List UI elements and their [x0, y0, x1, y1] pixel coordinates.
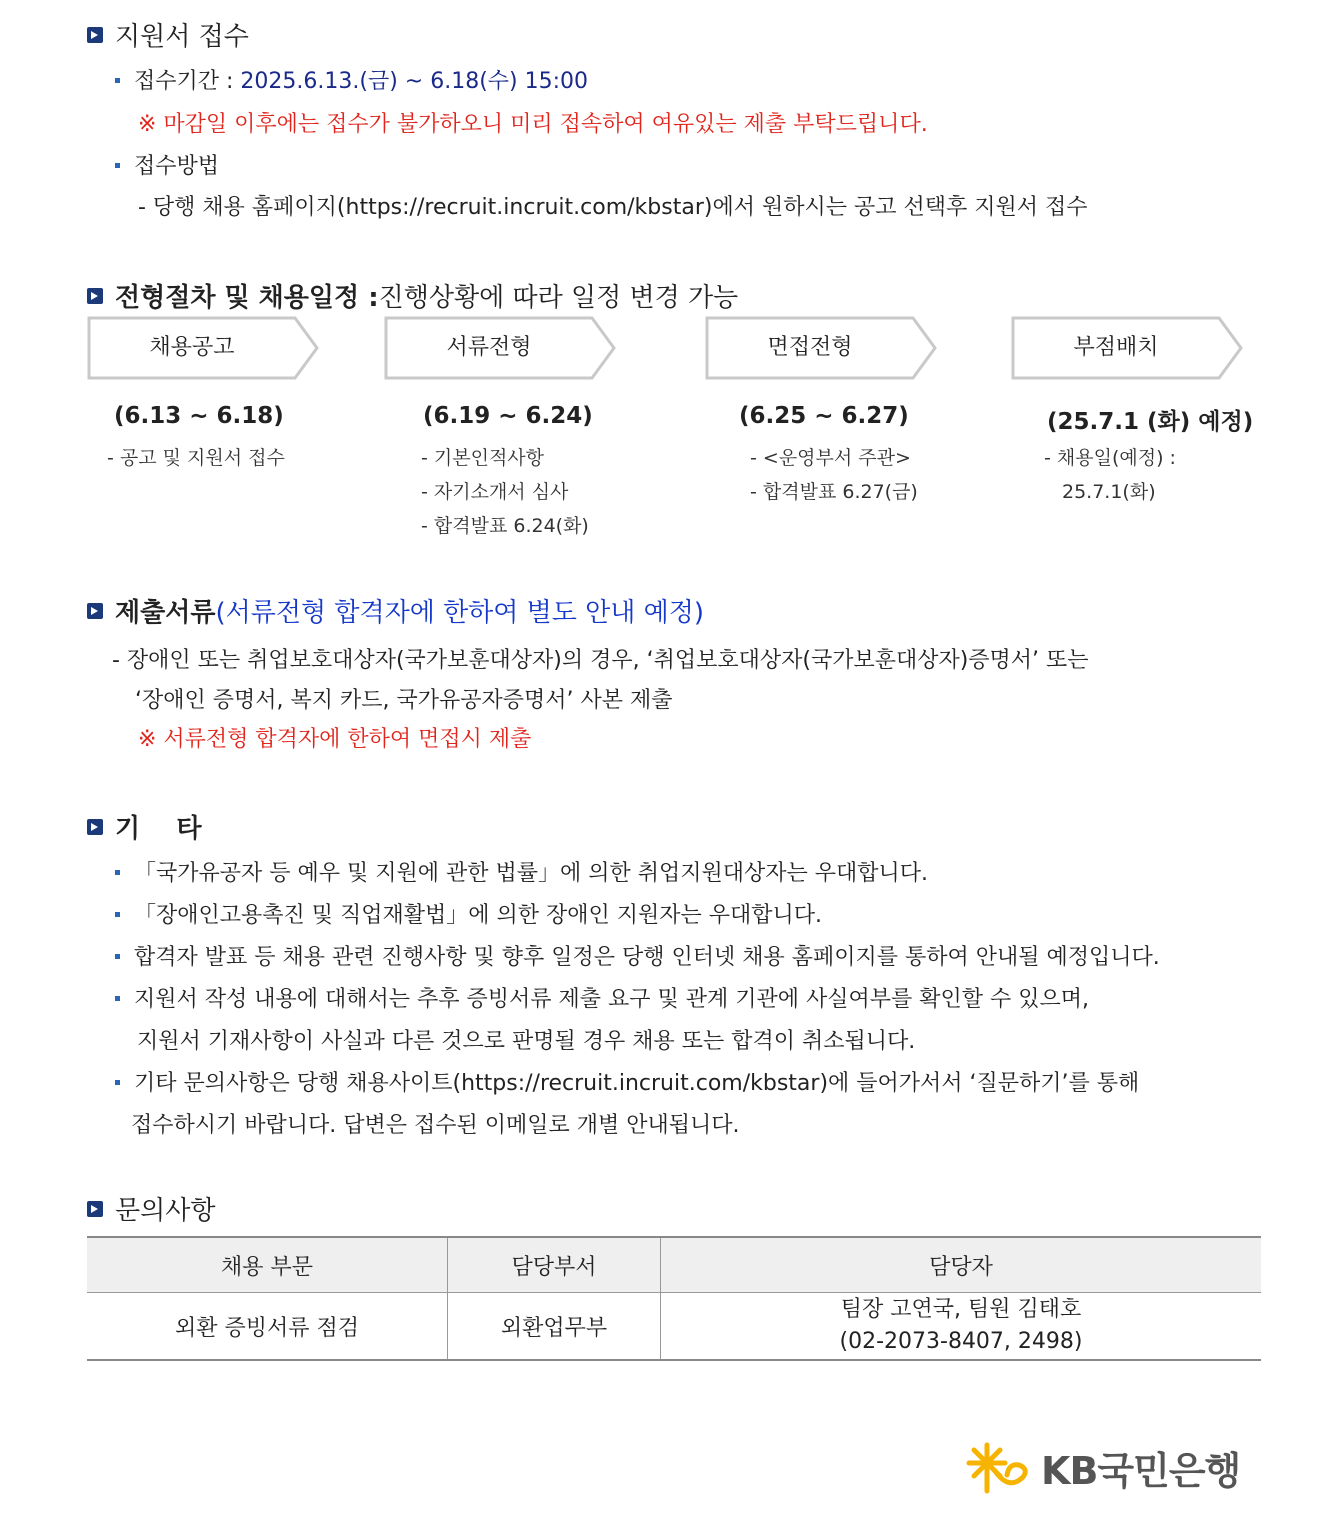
bullet-icon [115, 163, 120, 168]
step-1-date: (6.13 ~ 6.18) [114, 403, 284, 429]
bullet-icon [115, 954, 120, 959]
period-label: 접수기간 : [134, 69, 241, 94]
step-label: 채용공고 [149, 335, 235, 360]
etc-item [115, 940, 1160, 971]
period-value: 2025.6.13.(금) ~ 6.18(수) 15:00 [240, 69, 589, 94]
etc-item-text: 합격자 발표 등 채용 관련 진행사항 및 향후 일정은 당행 인터넷 채용 홈페이지를 통하여 안내될 예정입니다. [134, 945, 1160, 970]
process-title-bold: 전형절차 및 채용일정 : [115, 283, 379, 313]
cell-department: 외환업무부 [448, 1293, 661, 1361]
etc-item [115, 898, 822, 929]
step-3-detail: - 합격발표 6.27(금) [750, 481, 918, 503]
arrow-box-icon [87, 603, 103, 619]
documents-title-note: (서류전형 합격자에 한하여 별도 안내 예정) [215, 598, 705, 628]
etc-item-continuation: 지원서 기재사항이 사실과 다른 것으로 판명될 경우 채용 또는 합격이 취소됩니다. [137, 1029, 916, 1054]
etc-item-continuation: 접수하시기 바랍니다. 답변은 접수된 이메일로 개별 안내됩니다. [131, 1113, 740, 1138]
cell-area: 외환 증빙서류 점검 [87, 1293, 448, 1361]
kb-star-icon [965, 1441, 1035, 1495]
step-3-date: (6.25 ~ 6.27) [739, 403, 909, 429]
cell-contact [661, 1293, 1262, 1361]
method-line [115, 149, 219, 180]
contact-phone: (02-2073-8407, 2498) [839, 1329, 1083, 1354]
section-application-title [87, 16, 249, 53]
step-2-detail: - 자기소개서 심사 [421, 481, 569, 503]
step-label: 면접전형 [767, 335, 853, 360]
step-2-date: (6.19 ~ 6.24) [423, 403, 593, 429]
contact-table [87, 1236, 1261, 1361]
bullet-icon [115, 912, 120, 917]
inquiry-title-text: 문의사항 [115, 1196, 216, 1226]
step-4-detail: - 채용일(예정) : [1044, 447, 1176, 469]
bullet-icon [115, 78, 120, 83]
header-contact: 담당자 [661, 1237, 1262, 1293]
section-inquiry-title [87, 1190, 215, 1227]
step-2-detail: - 합격발표 6.24(화) [421, 515, 589, 537]
bullet-icon [115, 996, 120, 1001]
etc-title-text: 기 타 [115, 814, 202, 844]
section-title-text: 지원서 접수 [115, 22, 249, 52]
section-documents-title [87, 592, 704, 629]
arrow-box-icon [87, 288, 103, 304]
method-label: 접수방법 [134, 154, 220, 179]
step-2-arrow [384, 316, 616, 380]
arrow-box-icon [87, 27, 103, 43]
documents-line-1: - 장애인 또는 취업보호대상자(국가보훈대상자)의 경우, ‘취업보호대상자(국가보훈대상자)증명서’ 또는 [112, 648, 1089, 673]
etc-item [115, 982, 1089, 1013]
etc-item-text: 「국가유공자 등 예우 및 지원에 관한 법률」에 의한 취업지원대상자는 우대합니다. [134, 861, 928, 886]
etc-item-text: 기타 문의사항은 당행 채용사이트(https://recruit.incruit.com/kbstar)에 들어가서서 ‘질문하기’를 통해 [134, 1071, 1140, 1096]
step-label: 서류전형 [446, 335, 532, 360]
bullet-icon [115, 1080, 120, 1085]
deadline-notice: ※ 마감일 이후에는 접수가 불가하오니 미리 접속하여 여유있는 제출 부탁드립니다. [138, 112, 928, 137]
documents-title-bold: 제출서류 [115, 598, 216, 628]
table-header-row [87, 1237, 1261, 1293]
step-3-detail: - <운영부서 주관> [750, 447, 911, 469]
section-etc-title [87, 808, 201, 845]
etc-item [115, 1066, 1139, 1097]
step-3-arrow [705, 316, 937, 380]
method-detail: - 당행 채용 홈페이지(https://recruit.incruit.com/kbstar)에서 원하시는 공고 선택후 지원서 접수 [138, 195, 1088, 220]
documents-notice: ※ 서류전형 합격자에 한하여 면접시 제출 [138, 727, 532, 752]
step-4-arrow [1011, 316, 1243, 380]
section-process-title [87, 277, 738, 314]
header-area: 채용 부문 [87, 1237, 448, 1293]
documents-line-2: ‘장애인 증명서, 복지 카드, 국가유공자증명서’ 사본 제출 [135, 688, 673, 713]
kb-logo-text: KB국민은행 [1041, 1449, 1241, 1493]
step-label: 부점배치 [1073, 335, 1159, 360]
step-2-detail: - 기본인적사항 [421, 447, 545, 469]
process-title-normal: 진행상황에 따라 일정 변경 가능 [378, 283, 739, 313]
arrow-box-icon [87, 1201, 103, 1217]
period-line [115, 64, 588, 95]
etc-item-text: 「장애인고용촉진 및 직업재활법」에 의한 장애인 지원자는 우대합니다. [134, 903, 823, 928]
arrow-box-icon [87, 819, 103, 835]
table-row [87, 1293, 1261, 1361]
bullet-icon [115, 870, 120, 875]
step-1-arrow [87, 316, 319, 380]
etc-item-text: 지원서 작성 내용에 대해서는 추후 증빙서류 제출 요구 및 관계 기관에 사실여부를 확인할 수 있으며, [134, 987, 1089, 1012]
step-4-detail: 25.7.1(화) [1062, 481, 1156, 503]
etc-item [115, 856, 928, 887]
step-4-date: (25.7.1 (화) 예정) [1047, 409, 1254, 435]
contact-names: 팀장 고연국, 팀원 김태호 [840, 1297, 1082, 1322]
header-department: 담당부서 [448, 1237, 661, 1293]
step-1-detail: - 공고 및 지원서 접수 [107, 447, 285, 469]
kb-logo [965, 1440, 1240, 1495]
